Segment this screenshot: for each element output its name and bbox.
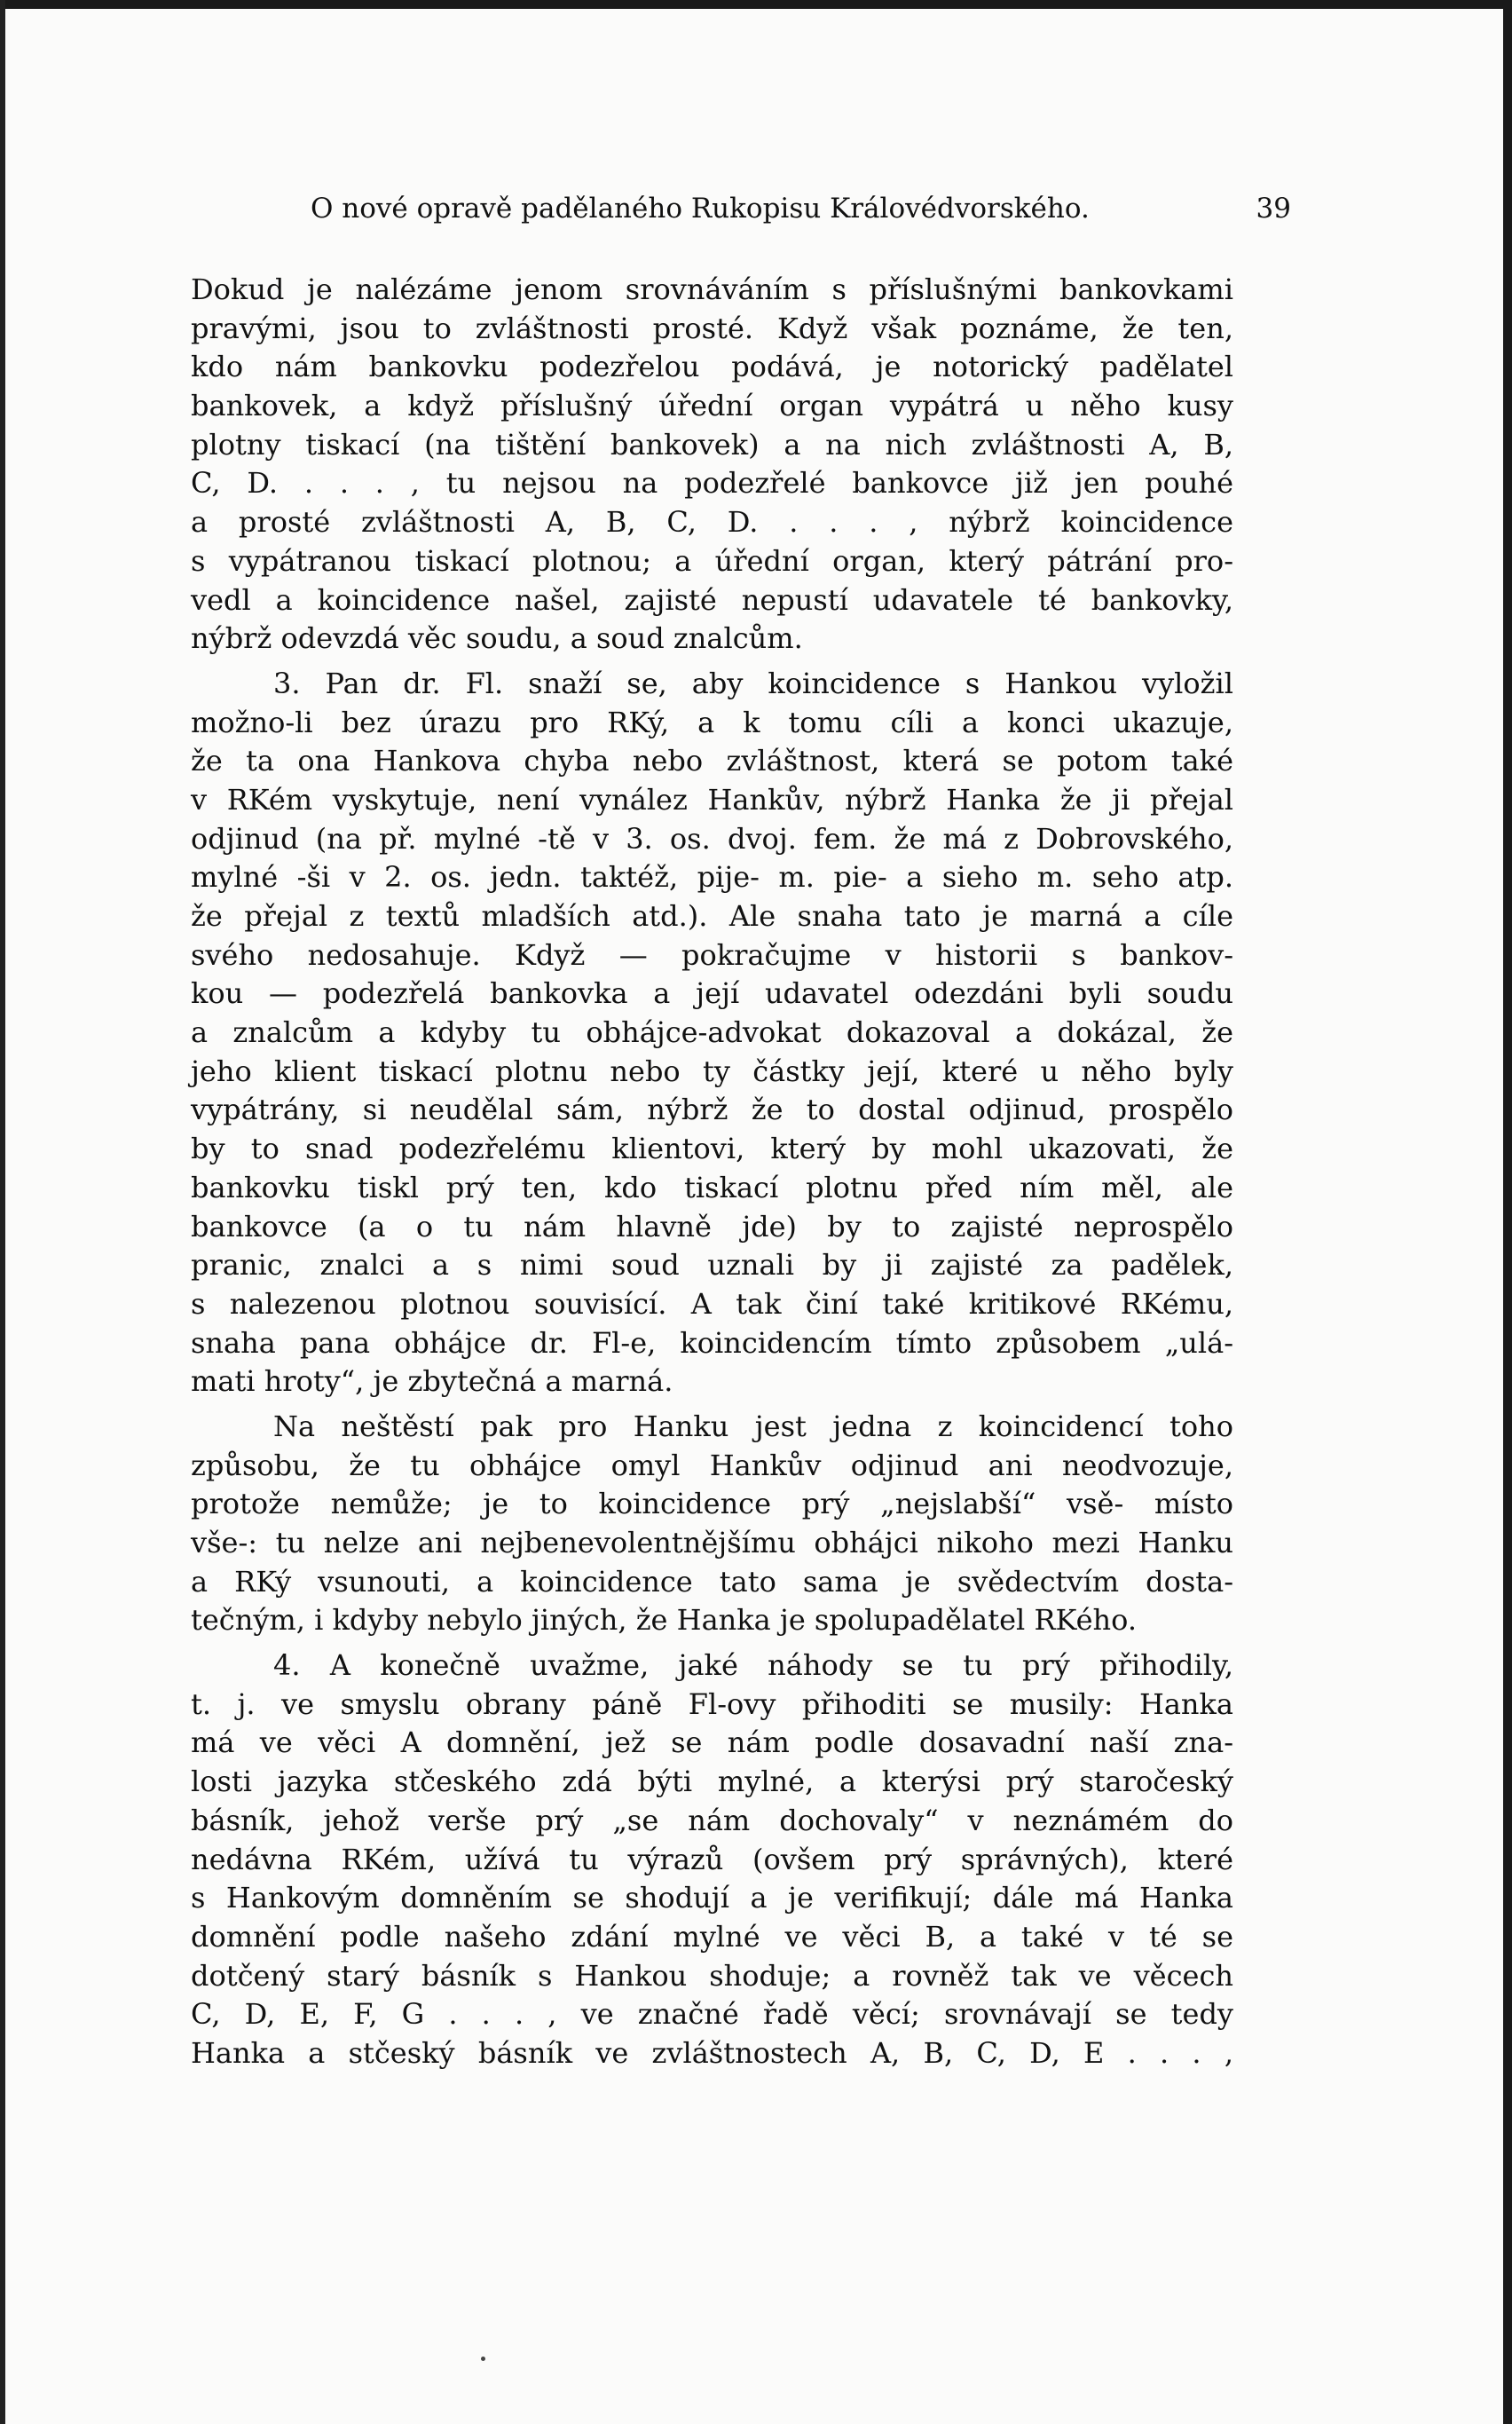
text-line: kdo nám bankovku podezřelou podává, je notorický padělatel bbox=[191, 350, 1233, 384]
text-line: domnění podle našeho zdání mylné ve věci B, a také v té se bbox=[191, 1919, 1233, 1954]
text-line: jeho klient tiskací plotnu nebo ty částky její, které u něho byly bbox=[191, 1054, 1233, 1088]
text-line: mati hroty“, je zbytečná a marná. bbox=[191, 1364, 673, 1399]
text-line: básník, jehož verše prý „se nám dochovaly“ v neznámém do bbox=[191, 1803, 1233, 1837]
text-line: vedl a koincidence našel, zajisté nepustí udavatele té bankovky, bbox=[191, 582, 1233, 617]
running-title: O nové opravě padělaného Rukopisu Královédvorského. bbox=[311, 193, 1090, 225]
text-line: vypátrány, si neudělal sám, nýbrž že to dostal odjinud, prospělo bbox=[191, 1093, 1233, 1127]
text-line: bankovce (a o tu nám hlavně jde) by to zajisté neprospělo bbox=[191, 1209, 1233, 1244]
paragraph-4 bbox=[191, 1646, 1233, 2073]
text-line: 4. A konečně uvažme, jaké náhody se tu prý přihodily, bbox=[273, 1648, 1233, 1683]
text-line: 3. Pan dr. Fl. snaží se, aby koincidence s Hankou vyložil bbox=[273, 666, 1233, 700]
text-line: by to snad podezřelému klientovi, který by mohl ukazovati, že bbox=[191, 1132, 1233, 1166]
text-line: odjinud (na př. mylné -tě v 3. os. dvoj. fem. že má z Dobrovského, bbox=[191, 821, 1233, 856]
text-line: protože nemůže; je to koincidence prý „nejslabší“ vsě- místo bbox=[191, 1487, 1233, 1521]
scan-speck bbox=[481, 2357, 485, 2361]
text-line: v RKém vyskytuje, není vynález Hankův, nýbrž Hanka že ji přejal bbox=[191, 782, 1233, 817]
text-line: s vypátranou tiskací plotnou; a úřední organ, který pátrání pro- bbox=[191, 543, 1233, 578]
text-line: a znalcům a kdyby tu obhájce-advokat dokazoval a dokázal, že bbox=[191, 1015, 1233, 1050]
paragraph-3 bbox=[191, 1408, 1233, 1640]
text-line: Hanka a stčeský básník ve zvláštnostech A, B, C, D, E . . . , bbox=[191, 2035, 1233, 2070]
text-line: Dokud je nalézáme jenom srovnáváním s příslušnými bankovkami bbox=[191, 272, 1233, 306]
text-line: C, D, E, F, G . . . , ve značné řadě věcí; srovnávají se tedy bbox=[191, 1997, 1233, 2032]
text-line: snaha pana obhájce dr. Fl-e, koincidencím tímto způsobem „ulá- bbox=[191, 1325, 1233, 1360]
text-line: dotčený starý básník s Hankou shoduje; a rovněž tak ve věcech bbox=[191, 1958, 1233, 1993]
text-line: mylné -ši v 2. os. jedn. taktéž, pije- m. pie- a sieho m. seho atp. bbox=[191, 860, 1233, 895]
text-line: tečným, i kdyby nebylo jiných, že Hanka je spolupadělatel RKého. bbox=[191, 1603, 1137, 1638]
text-line: způsobu, že tu obhájce omyl Hankův odjinud ani neodvozuje, bbox=[191, 1448, 1233, 1482]
text-line: t. j. ve smyslu obrany páně Fl-ovy přihoditi se musily: Hanka bbox=[191, 1686, 1233, 1721]
text-line: kou — podezřelá bankovka a její udavatel odezdáni byli soudu bbox=[191, 976, 1233, 1011]
page-number: 39 bbox=[1256, 193, 1291, 225]
scan-edge bbox=[0, 0, 5, 2424]
text-line: svého nedosahuje. Když — pokračujme v historii s bankov- bbox=[191, 937, 1233, 972]
text-line: a RKý vsunouti, a koincidence tato sama je svědectvím dosta- bbox=[191, 1564, 1233, 1599]
text-line: že přejal z textů mladších atd.). Ale snaha tato je marná a cíle bbox=[191, 899, 1233, 933]
paragraph-1 bbox=[191, 271, 1233, 659]
text-line: možno-li bez úrazu pro RKý, a k tomu cíli a konci ukazuje, bbox=[191, 705, 1233, 739]
text-line: losti jazyka stčeského zdá býti mylné, a kterýsi prý staročeský bbox=[191, 1765, 1233, 1799]
text-line: nýbrž odevzdá věc soudu, a soud znalcům. bbox=[191, 621, 803, 656]
paragraph-2 bbox=[191, 665, 1233, 1401]
text-line: C, D. . . . , tu nejsou na podezřelé bankovce již jen pouhé bbox=[191, 466, 1233, 501]
text-line: bankovek, a když příslušný úřední organ vypátrá u něho kusy bbox=[191, 389, 1233, 423]
text-line: plotny tiskací (na tištění bankovek) a na nich zvláštnosti A, B, bbox=[191, 427, 1233, 462]
text-line: bankovku tiskl prý ten, kdo tiskací plotnu před ním měl, ale bbox=[191, 1170, 1233, 1204]
text-line: s nalezenou plotnou souvisící. A tak činí také kritikové RKému, bbox=[191, 1286, 1233, 1321]
text-line: s Hankovým domněním se shodují a je verifikují; dále má Hanka bbox=[191, 1881, 1233, 1915]
text-line: Na neštěstí pak pro Hanku jest jedna z koincidencí toho bbox=[273, 1409, 1233, 1443]
text-line: má ve věci A domnění, jež se nám podle dosavadní naší zna- bbox=[191, 1725, 1233, 1760]
body-text bbox=[191, 271, 1233, 2073]
text-line: že ta ona Hankova chyba nebo zvláštnost, která se potom také bbox=[191, 744, 1233, 778]
text-line: nedávna RKém, užívá tu výrazů (ovšem prý správných), které bbox=[191, 1842, 1233, 1876]
text-line: pranic, znalci a s nimi soud uznali by ji zajisté za padělek, bbox=[191, 1248, 1233, 1283]
text-line: a prosté zvláštnosti A, B, C, D. . . . , nýbrž koincidence bbox=[191, 505, 1233, 540]
text-line: pravými, jsou to zvláštnosti prosté. Když však poznáme, že ten, bbox=[191, 311, 1233, 345]
text-line: vše-: tu nelze ani nejbenevolentnějšímu obhájci nikoho mezi Hanku bbox=[191, 1526, 1233, 1559]
